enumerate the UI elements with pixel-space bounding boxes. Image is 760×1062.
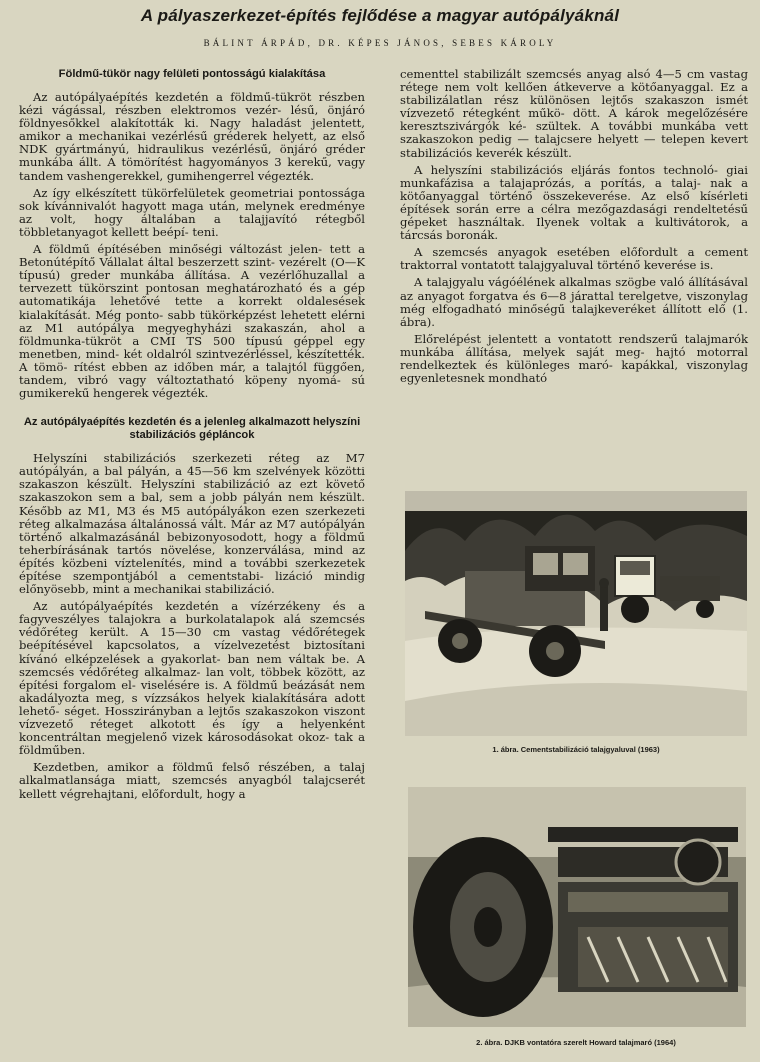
paragraph: Az autópályaépítés kezdetén a földmű-tükröt részben kézi vágással, részben elektromos vezér- lésű, önjáró földnyesőkkel alakították ki. Nagy haladást jelentett, amikor a mechanikai vezérlésű gréderek helyett, az első NDK gyártmányú, hidraulikus vezérlésű, önjáró gréder munkába állt. A tömörítést hagyományos 3 kerekű, vagy tandem vashengerekkel, gumihengerrel végezték. [19, 90, 365, 183]
section-heading-2: Az autópályaépítés kezdetén és a jelenleg alkalmazott helyszíni stabilizációs gépláncok [23, 416, 361, 442]
paragraph: A helyszíni stabilizációs eljárás fontos technoló- giai munkafázisa a talajaprózás, a porítás, a talaj- nak a kötőanyaggal történő összekeverése. Az első kísérleti építések során erre a célra mezőgazdasági rendeltetésű gépeket használtak. Ilyenek voltak a kultivátorok, a tárcsás boronák. [400, 162, 748, 243]
article-title: A pályaszerkezet-építés fejlődése a magyar autópályáknál [140, 6, 620, 25]
paragraph: A földmű építésében minőségi változást jelen- tett a Betonútépítő Vállalat által beszerzett szint- vezérelt (O—K típusú) greder munkába állítása. A vezérlőhuzallal a tervezett tükörszint pontosan meghatározható és a gép automatikája lehetővé tette a korrekt oldalesések kialakítását. Még ponto- sabb tükörképzést lehetett elérni az M1 autópálya megyeghyházi szakaszán, ahol a földmunka-tükröt a CMI TS 500 típusú géppel egy menetben, mind- két oldalról szintvezérléssel, készítették. A tömö- rítést ebben az időben már, a talajtól függően, tandem, vibró vagy változtatható köpeny nyomá- sú gumikerekű hengerek végezték. [19, 242, 365, 401]
paragraph: A talajgyalu vágóélének alkalmas szögbe való állításával az anyagot forgatva és 6—8 járattal terelgetve, viszonylag még elfogadható minőségű talajkeveréket állított elő (1. ábra). [400, 275, 748, 329]
section-heading-1: Földmű-tükör nagy felületi pontosságú kialakítása [58, 68, 326, 80]
figure-2-photo [408, 787, 746, 1027]
paragraph: cementtel stabilizált szemcsés anyag alsó 4—5 cm vastag rétege nem volt kellően átkeverve a kötőanyaggal. Ez a stabilizálatlan rész különösen lejtős szakaszon ismét vízvezető rétegként műkö- dött. A károk megelőzésére keresztszivárgók ké- szültek. A további munkába vett szakaszokon pedig — talajcsere helyett — telepen kevert stabilizációs keverék készült. [400, 67, 748, 160]
figure-1-caption: 1. ábra. Cementstabilizáció talajgyaluval (1963) [492, 745, 660, 754]
paragraph: Helyszíni stabilizációs szerkezeti réteg az M7 autópályán, a bal pályán, a 45—56 km szelvények közötti szakaszon készült. Helyszíni stabilizáció az ezt követő szakaszokon sem a bal, sem a jobb pályán nem készült. Később az M1, M3 és M5 autópályákon ezen szerkezeti réteg alkalmazása általánossá vált. Már az M7 autópályán történő alkalmazásánál bebizonyosodott, hogy a földmű teherbírásának tartós növelése, konzerválása, mind az építés közbeni víztelenítés, mind a további szerkezetek építése szempontjából a cementstabi- lizáció mindig előnyösebb, mint a mechanikai stabilizáció. [19, 451, 365, 597]
article-authors: BÁLINT ÁRPÁD, DR. KÉPES JÁNOS, SEBES KÁROLY [203, 38, 557, 48]
paragraph: Előrelépést jelentett a vontatott rendszerű talajmarók munkába állítása, melyek saját meg- hajtó motorral rendelkeztek és különleges maró- kapákkal, viszonylag egyenletesnek mondható [400, 331, 748, 386]
paragraph: Az így elkészített tükörfelületek geometriai pontossága sok kívánnivalót hagyott maga után, melynek eredménye az volt, hogy általában a talajjavító rétegből többletanyagot kellett beépí- teni. [19, 185, 365, 239]
paragraph: Az autópályaépítés kezdetén a vízérzékeny és a fagyveszélyes talajokra a burkolatalapok alá szemcsés védőréteg került. A 15—30 cm vastag védőrétegek beépítésével kapcsolatos, a vízelvezetést biztosítani kívánó elképzelések a gyakorlat- ban nem váltak be. A szemcsés védőréteg alkalmaz- lan volt, többek között, az építési forgalom el- viselésére is. A földmű beázását nem akadályozta meg, s vízzsákos helyek kialakítására adott lehető- séget. Hosszirányban a lejtős szakaszokon viszont vízvezető réteget alkotott és így a helyenként koncentráltan megjelenő vizek károsodásokat okoz- tak a földműben. [19, 599, 365, 758]
right-column [400, 68, 748, 389]
figure-2-caption: 2. ábra. DJKB vontatóra szerelt Howard talajmaró (1964) [476, 1038, 676, 1047]
left-column [19, 68, 365, 805]
figure-1-photo [405, 491, 747, 736]
paragraph: Kezdetben, amikor a földmű felső részében, a talaj alkalmatlansága miatt, szemcsés anyagból talajcserét kellett végrehajtani, előfordult, hogy a [19, 760, 365, 801]
paragraph: A szemcsés anyagok esetében előfordult a cement traktorral vontatott talajgyaluval történő keverése is. [400, 245, 748, 273]
